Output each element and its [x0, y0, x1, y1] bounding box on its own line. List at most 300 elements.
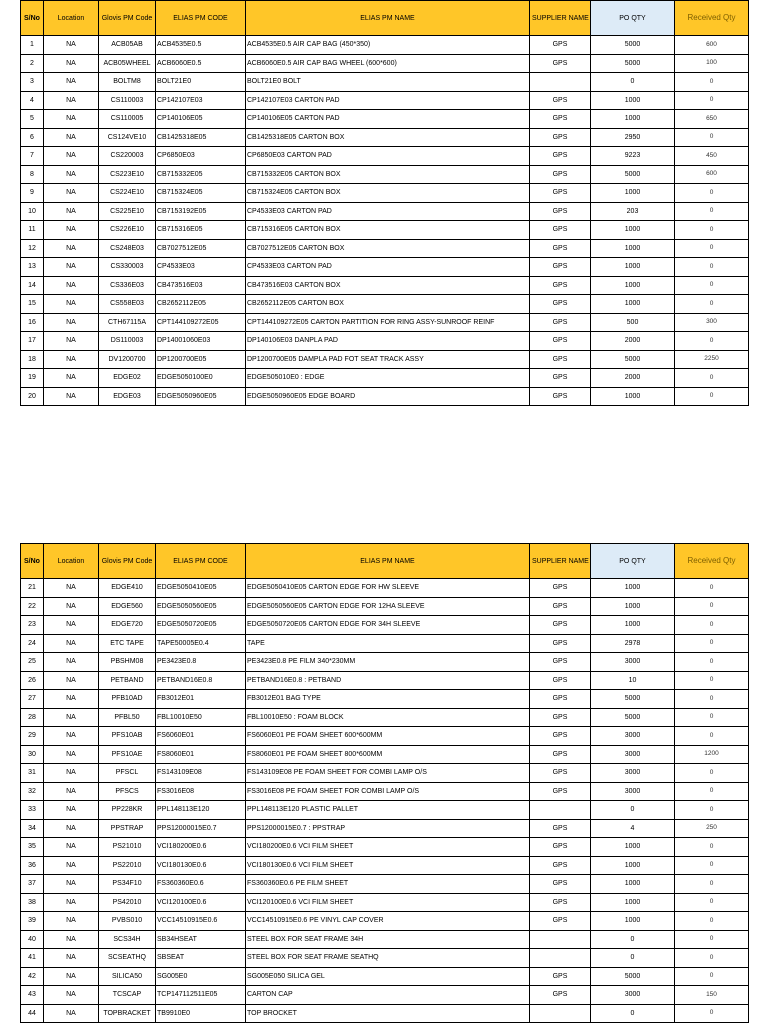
cell-received-qty: 250 — [675, 819, 749, 838]
cell-sno: 22 — [21, 597, 44, 616]
cell-po-qty: 1000 — [591, 875, 675, 894]
header-po-qty: PO QTY — [591, 544, 675, 579]
cell-location: NA — [44, 801, 99, 820]
cell-elias-code: VCI120100E0.6 — [156, 893, 246, 912]
cell-location: NA — [44, 616, 99, 635]
cell-sno: 26 — [21, 671, 44, 690]
table-row — [21, 579, 749, 598]
cell-po-qty: 3000 — [591, 727, 675, 746]
cell-supplier: GPS — [530, 91, 591, 110]
cell-supplier — [530, 73, 591, 92]
table-row — [21, 221, 749, 240]
cell-location: NA — [44, 91, 99, 110]
cell-elias-code: FS8060E01 — [156, 745, 246, 764]
cell-elias-name: VCI180130E0.6 VCI FILM SHEET — [246, 856, 530, 875]
cell-location: NA — [44, 1004, 99, 1023]
cell-po-qty: 1000 — [591, 276, 675, 295]
cell-supplier: GPS — [530, 258, 591, 277]
cell-location: NA — [44, 36, 99, 55]
table-row — [21, 782, 749, 801]
cell-glovis-code: PS42010 — [99, 893, 156, 912]
cell-elias-name: CPT144109272E05 CARTON PARTITION FOR RING ASSY-SUNROOF REINF — [246, 313, 530, 332]
cell-supplier: GPS — [530, 350, 591, 369]
cell-po-qty: 1000 — [591, 579, 675, 598]
table-row — [21, 128, 749, 147]
cell-glovis-code: PBSHM08 — [99, 653, 156, 672]
table-row — [21, 258, 749, 277]
header-sno: S/No — [21, 1, 44, 36]
cell-glovis-code: CTH67115A — [99, 313, 156, 332]
cell-supplier: GPS — [530, 616, 591, 635]
cell-glovis-code: ETC TAPE — [99, 634, 156, 653]
cell-location: NA — [44, 147, 99, 166]
cell-sno: 27 — [21, 690, 44, 709]
cell-elias-name: TOP BROCKET — [246, 1004, 530, 1023]
cell-po-qty: 0 — [591, 1004, 675, 1023]
cell-supplier: GPS — [530, 634, 591, 653]
cell-supplier: GPS — [530, 579, 591, 598]
cell-received-qty: 0 — [675, 616, 749, 635]
table-row — [21, 184, 749, 203]
cell-sno: 15 — [21, 295, 44, 314]
cell-elias-code: CB2652112E05 — [156, 295, 246, 314]
cell-glovis-code: DS110003 — [99, 332, 156, 351]
cell-supplier: GPS — [530, 239, 591, 258]
cell-elias-name: PETBAND16E0.8 : PETBAND — [246, 671, 530, 690]
cell-elias-code: PPL148113E120 — [156, 801, 246, 820]
table-row — [21, 727, 749, 746]
cell-elias-name: CB7027512E05 CARTON BOX — [246, 239, 530, 258]
cell-po-qty: 0 — [591, 930, 675, 949]
table-row — [21, 295, 749, 314]
cell-elias-code: CB7027512E05 — [156, 239, 246, 258]
cell-glovis-code: DV1200700 — [99, 350, 156, 369]
cell-sno: 11 — [21, 221, 44, 240]
header-glovis-code: Glovis PM Code — [99, 1, 156, 36]
table-row — [21, 147, 749, 166]
cell-supplier: GPS — [530, 332, 591, 351]
cell-po-qty: 2950 — [591, 128, 675, 147]
cell-received-qty: 0 — [675, 764, 749, 783]
cell-elias-name: EDGE505010E0 : EDGE — [246, 369, 530, 388]
cell-received-qty: 2250 — [675, 350, 749, 369]
cell-elias-code: VCC14510915E0.6 — [156, 912, 246, 931]
cell-glovis-code: PFS10AB — [99, 727, 156, 746]
table-row — [21, 801, 749, 820]
cell-location: NA — [44, 597, 99, 616]
cell-supplier: GPS — [530, 727, 591, 746]
cell-po-qty: 10 — [591, 671, 675, 690]
cell-elias-code: FS3016E08 — [156, 782, 246, 801]
cell-location: NA — [44, 221, 99, 240]
cell-elias-name: FB3012E01 BAG TYPE — [246, 690, 530, 709]
cell-sno: 36 — [21, 856, 44, 875]
cell-received-qty: 0 — [675, 332, 749, 351]
cell-received-qty: 600 — [675, 36, 749, 55]
cell-received-qty: 0 — [675, 387, 749, 406]
cell-po-qty: 9223 — [591, 147, 675, 166]
table-row — [21, 110, 749, 129]
cell-supplier: GPS — [530, 36, 591, 55]
cell-glovis-code: ACB05AB — [99, 36, 156, 55]
cell-glovis-code: EDGE560 — [99, 597, 156, 616]
cell-location: NA — [44, 295, 99, 314]
cell-supplier — [530, 949, 591, 968]
cell-supplier — [530, 1004, 591, 1023]
cell-sno: 23 — [21, 616, 44, 635]
cell-received-qty: 0 — [675, 128, 749, 147]
table-row — [21, 856, 749, 875]
cell-location: NA — [44, 165, 99, 184]
cell-glovis-code: CS110005 — [99, 110, 156, 129]
cell-po-qty: 1000 — [591, 239, 675, 258]
table-row — [21, 838, 749, 857]
cell-sno: 41 — [21, 949, 44, 968]
cell-po-qty: 1000 — [591, 912, 675, 931]
table-row — [21, 239, 749, 258]
cell-elias-code: ACB4535E0.5 — [156, 36, 246, 55]
cell-supplier: GPS — [530, 893, 591, 912]
cell-glovis-code: PETBAND — [99, 671, 156, 690]
cell-location: NA — [44, 258, 99, 277]
cell-po-qty: 4 — [591, 819, 675, 838]
cell-elias-name: CP4533E03 CARTON PAD — [246, 202, 530, 221]
cell-sno: 8 — [21, 165, 44, 184]
cell-po-qty: 3000 — [591, 764, 675, 783]
cell-glovis-code: SILICA50 — [99, 967, 156, 986]
cell-po-qty: 1000 — [591, 110, 675, 129]
cell-elias-code: FBL10010E50 — [156, 708, 246, 727]
cell-elias-name: EDGE5050560E05 CARTON EDGE FOR 12HA SLEEVE — [246, 597, 530, 616]
cell-supplier: GPS — [530, 856, 591, 875]
cell-received-qty: 0 — [675, 727, 749, 746]
cell-location: NA — [44, 764, 99, 783]
cell-glovis-code: EDGE410 — [99, 579, 156, 598]
cell-po-qty: 5000 — [591, 690, 675, 709]
cell-supplier: GPS — [530, 967, 591, 986]
cell-sno: 30 — [21, 745, 44, 764]
table-row — [21, 597, 749, 616]
cell-location: NA — [44, 579, 99, 598]
cell-elias-code: TB9910E0 — [156, 1004, 246, 1023]
cell-elias-code: VCI180200E0.6 — [156, 838, 246, 857]
table-row — [21, 967, 749, 986]
cell-elias-code: FS6060E01 — [156, 727, 246, 746]
cell-location: NA — [44, 276, 99, 295]
cell-received-qty: 0 — [675, 73, 749, 92]
header-supplier: SUPPLIER NAME — [530, 1, 591, 36]
cell-glovis-code: PP228KR — [99, 801, 156, 820]
cell-received-qty: 0 — [675, 579, 749, 598]
cell-glovis-code: EDGE02 — [99, 369, 156, 388]
cell-elias-code: EDGE5050100E0 — [156, 369, 246, 388]
cell-supplier: GPS — [530, 819, 591, 838]
cell-sno: 13 — [21, 258, 44, 277]
table-row — [21, 764, 749, 783]
cell-supplier — [530, 801, 591, 820]
cell-sno: 37 — [21, 875, 44, 894]
cell-po-qty: 3000 — [591, 653, 675, 672]
cell-location: NA — [44, 54, 99, 73]
cell-elias-code: SG005E0 — [156, 967, 246, 986]
cell-received-qty: 0 — [675, 634, 749, 653]
cell-location: NA — [44, 73, 99, 92]
cell-elias-code: CB715332E05 — [156, 165, 246, 184]
cell-received-qty: 0 — [675, 838, 749, 857]
cell-elias-name: VCI180200E0.6 VCI FILM SHEET — [246, 838, 530, 857]
cell-elias-name: PPL148113E120 PLASTIC PALLET — [246, 801, 530, 820]
cell-sno: 6 — [21, 128, 44, 147]
cell-sno: 39 — [21, 912, 44, 931]
cell-supplier: GPS — [530, 838, 591, 857]
cell-received-qty: 0 — [675, 856, 749, 875]
cell-received-qty: 0 — [675, 782, 749, 801]
cell-supplier: GPS — [530, 202, 591, 221]
cell-elias-name: FS143109E08 PE FOAM SHEET FOR COMBI LAMP O/S — [246, 764, 530, 783]
cell-location: NA — [44, 332, 99, 351]
table-row — [21, 653, 749, 672]
cell-glovis-code: CS110003 — [99, 91, 156, 110]
cell-po-qty: 1000 — [591, 295, 675, 314]
cell-received-qty: 650 — [675, 110, 749, 129]
cell-elias-code: EDGE5050410E05 — [156, 579, 246, 598]
cell-po-qty: 3000 — [591, 782, 675, 801]
cell-supplier: GPS — [530, 387, 591, 406]
cell-po-qty: 5000 — [591, 36, 675, 55]
cell-elias-name: FBL10010E50 : FOAM BLOCK — [246, 708, 530, 727]
cell-po-qty: 1000 — [591, 91, 675, 110]
header-elias-name: ELIAS PM NAME — [246, 1, 530, 36]
cell-sno: 31 — [21, 764, 44, 783]
table-row — [21, 690, 749, 709]
cell-po-qty: 5000 — [591, 350, 675, 369]
cell-elias-code: TCP147112511E05 — [156, 986, 246, 1005]
cell-elias-code: BOLT21E0 — [156, 73, 246, 92]
cell-location: NA — [44, 350, 99, 369]
cell-glovis-code: PFSCS — [99, 782, 156, 801]
cell-received-qty: 0 — [675, 875, 749, 894]
cell-sno: 18 — [21, 350, 44, 369]
table-row — [21, 332, 749, 351]
cell-elias-name: SG005E050 SILICA GEL — [246, 967, 530, 986]
cell-glovis-code: PFSCL — [99, 764, 156, 783]
cell-po-qty: 5000 — [591, 708, 675, 727]
cell-glovis-code: TCSCAP — [99, 986, 156, 1005]
cell-supplier: GPS — [530, 745, 591, 764]
cell-sno: 33 — [21, 801, 44, 820]
cell-location: NA — [44, 986, 99, 1005]
cell-sno: 16 — [21, 313, 44, 332]
cell-glovis-code: CS223E10 — [99, 165, 156, 184]
table-row — [21, 708, 749, 727]
cell-glovis-code: ACB05WHEEL — [99, 54, 156, 73]
cell-location: NA — [44, 202, 99, 221]
cell-elias-code: TAPE50005E0.4 — [156, 634, 246, 653]
cell-sno: 44 — [21, 1004, 44, 1023]
cell-elias-name: CB715332E05 CARTON BOX — [246, 165, 530, 184]
cell-supplier: GPS — [530, 110, 591, 129]
cell-po-qty: 1000 — [591, 184, 675, 203]
cell-sno: 17 — [21, 332, 44, 351]
cell-received-qty: 300 — [675, 313, 749, 332]
cell-elias-code: FS143109E08 — [156, 764, 246, 783]
table-row — [21, 313, 749, 332]
table-row — [21, 369, 749, 388]
cell-location: NA — [44, 708, 99, 727]
cell-supplier: GPS — [530, 295, 591, 314]
table-row — [21, 165, 749, 184]
cell-supplier: GPS — [530, 597, 591, 616]
cell-sno: 21 — [21, 579, 44, 598]
cell-supplier: GPS — [530, 165, 591, 184]
cell-location: NA — [44, 369, 99, 388]
header-elias-code: ELIAS PM CODE — [156, 544, 246, 579]
cell-location: NA — [44, 745, 99, 764]
cell-elias-name: STEEL BOX FOR SEAT FRAME SEATHQ — [246, 949, 530, 968]
header-row — [21, 1, 749, 36]
cell-glovis-code: PFS10AE — [99, 745, 156, 764]
cell-po-qty: 2978 — [591, 634, 675, 653]
cell-received-qty: 0 — [675, 202, 749, 221]
cell-received-qty: 0 — [675, 239, 749, 258]
cell-elias-name: FS6060E01 PE FOAM SHEET 600*600MM — [246, 727, 530, 746]
cell-received-qty: 0 — [675, 690, 749, 709]
cell-elias-code: CP6850E03 — [156, 147, 246, 166]
cell-glovis-code: EDGE03 — [99, 387, 156, 406]
cell-glovis-code: CS225E10 — [99, 202, 156, 221]
cell-elias-name: ACB4535E0.5 AIR CAP BAG (450*350) — [246, 36, 530, 55]
cell-received-qty: 0 — [675, 801, 749, 820]
cell-po-qty: 0 — [591, 949, 675, 968]
cell-elias-code: SBSEAT — [156, 949, 246, 968]
cell-supplier: GPS — [530, 147, 591, 166]
cell-sno: 10 — [21, 202, 44, 221]
cell-supplier — [530, 930, 591, 949]
cell-elias-code: EDGE5050720E05 — [156, 616, 246, 635]
cell-elias-name: CB1425318E05 CARTON BOX — [246, 128, 530, 147]
cell-received-qty: 0 — [675, 930, 749, 949]
cell-sno: 42 — [21, 967, 44, 986]
cell-sno: 19 — [21, 369, 44, 388]
cell-elias-code: CB715324E05 — [156, 184, 246, 203]
cell-glovis-code: CS220003 — [99, 147, 156, 166]
cell-elias-name: PPS12000015E0.7 : PPSTRAP — [246, 819, 530, 838]
cell-elias-name: EDGE5050410E05 CARTON EDGE FOR HW SLEEVE — [246, 579, 530, 598]
cell-received-qty: 0 — [675, 276, 749, 295]
cell-supplier: GPS — [530, 708, 591, 727]
cell-elias-code: CB715316E05 — [156, 221, 246, 240]
cell-po-qty: 3000 — [591, 745, 675, 764]
cell-received-qty: 0 — [675, 949, 749, 968]
cell-location: NA — [44, 838, 99, 857]
cell-po-qty: 0 — [591, 801, 675, 820]
table-row — [21, 91, 749, 110]
cell-elias-name: CP6850E03 CARTON PAD — [246, 147, 530, 166]
cell-po-qty: 1000 — [591, 856, 675, 875]
cell-sno: 3 — [21, 73, 44, 92]
cell-supplier: GPS — [530, 671, 591, 690]
cell-supplier: GPS — [530, 184, 591, 203]
cell-elias-code: DP14001060E03 — [156, 332, 246, 351]
table-body — [21, 36, 749, 406]
cell-glovis-code: PS34F10 — [99, 875, 156, 894]
cell-location: NA — [44, 653, 99, 672]
cell-elias-name: DP1200700E05 DAMPLA PAD FOT SEAT TRACK ASSY — [246, 350, 530, 369]
table-row — [21, 54, 749, 73]
cell-supplier: GPS — [530, 782, 591, 801]
cell-po-qty: 0 — [591, 73, 675, 92]
cell-sno: 4 — [21, 91, 44, 110]
pm-table-2 — [20, 543, 749, 1023]
table-body — [21, 579, 749, 1023]
cell-elias-code: CPT144109272E05 — [156, 313, 246, 332]
cell-sno: 40 — [21, 930, 44, 949]
cell-po-qty: 1000 — [591, 221, 675, 240]
cell-supplier: GPS — [530, 653, 591, 672]
cell-glovis-code: CS124VE10 — [99, 128, 156, 147]
table-row — [21, 202, 749, 221]
cell-glovis-code: EDGE720 — [99, 616, 156, 635]
header-received-qty: Received Qty — [675, 544, 749, 579]
cell-sno: 7 — [21, 147, 44, 166]
cell-elias-code: PPS12000015E0.7 — [156, 819, 246, 838]
header-sno: S/No — [21, 544, 44, 579]
cell-elias-code: SB34HSEAT — [156, 930, 246, 949]
cell-sno: 14 — [21, 276, 44, 295]
table-row — [21, 986, 749, 1005]
cell-po-qty: 1000 — [591, 838, 675, 857]
cell-sno: 43 — [21, 986, 44, 1005]
cell-elias-name: PE3423E0.8 PE FILM 340*230MM — [246, 653, 530, 672]
cell-po-qty: 2000 — [591, 369, 675, 388]
cell-po-qty: 1000 — [591, 893, 675, 912]
table-row — [21, 930, 749, 949]
cell-received-qty: 0 — [675, 653, 749, 672]
cell-elias-code: EDGE5050560E05 — [156, 597, 246, 616]
cell-supplier: GPS — [530, 128, 591, 147]
cell-received-qty: 1200 — [675, 745, 749, 764]
header-row — [21, 544, 749, 579]
cell-elias-code: CP4533E03 — [156, 258, 246, 277]
header-elias-code: ELIAS PM CODE — [156, 1, 246, 36]
cell-supplier: GPS — [530, 986, 591, 1005]
cell-sno: 12 — [21, 239, 44, 258]
cell-glovis-code: PFBL50 — [99, 708, 156, 727]
table-row — [21, 276, 749, 295]
cell-glovis-code: CS248E03 — [99, 239, 156, 258]
cell-received-qty: 0 — [675, 1004, 749, 1023]
cell-elias-name: ACB6060E0.5 AIR CAP BAG WHEEL (600*600) — [246, 54, 530, 73]
cell-elias-code: ACB6060E0.5 — [156, 54, 246, 73]
table-row — [21, 875, 749, 894]
cell-location: NA — [44, 949, 99, 968]
cell-supplier: GPS — [530, 764, 591, 783]
cell-location: NA — [44, 313, 99, 332]
cell-supplier: GPS — [530, 54, 591, 73]
cell-sno: 29 — [21, 727, 44, 746]
cell-sno: 1 — [21, 36, 44, 55]
cell-location: NA — [44, 727, 99, 746]
cell-po-qty: 203 — [591, 202, 675, 221]
cell-received-qty: 0 — [675, 893, 749, 912]
cell-elias-code: FB3012E01 — [156, 690, 246, 709]
cell-elias-name: CP142107E03 CARTON PAD — [246, 91, 530, 110]
cell-glovis-code: PS21010 — [99, 838, 156, 857]
cell-received-qty: 0 — [675, 967, 749, 986]
table-row — [21, 912, 749, 931]
cell-sno: 28 — [21, 708, 44, 727]
cell-elias-name: TAPE — [246, 634, 530, 653]
